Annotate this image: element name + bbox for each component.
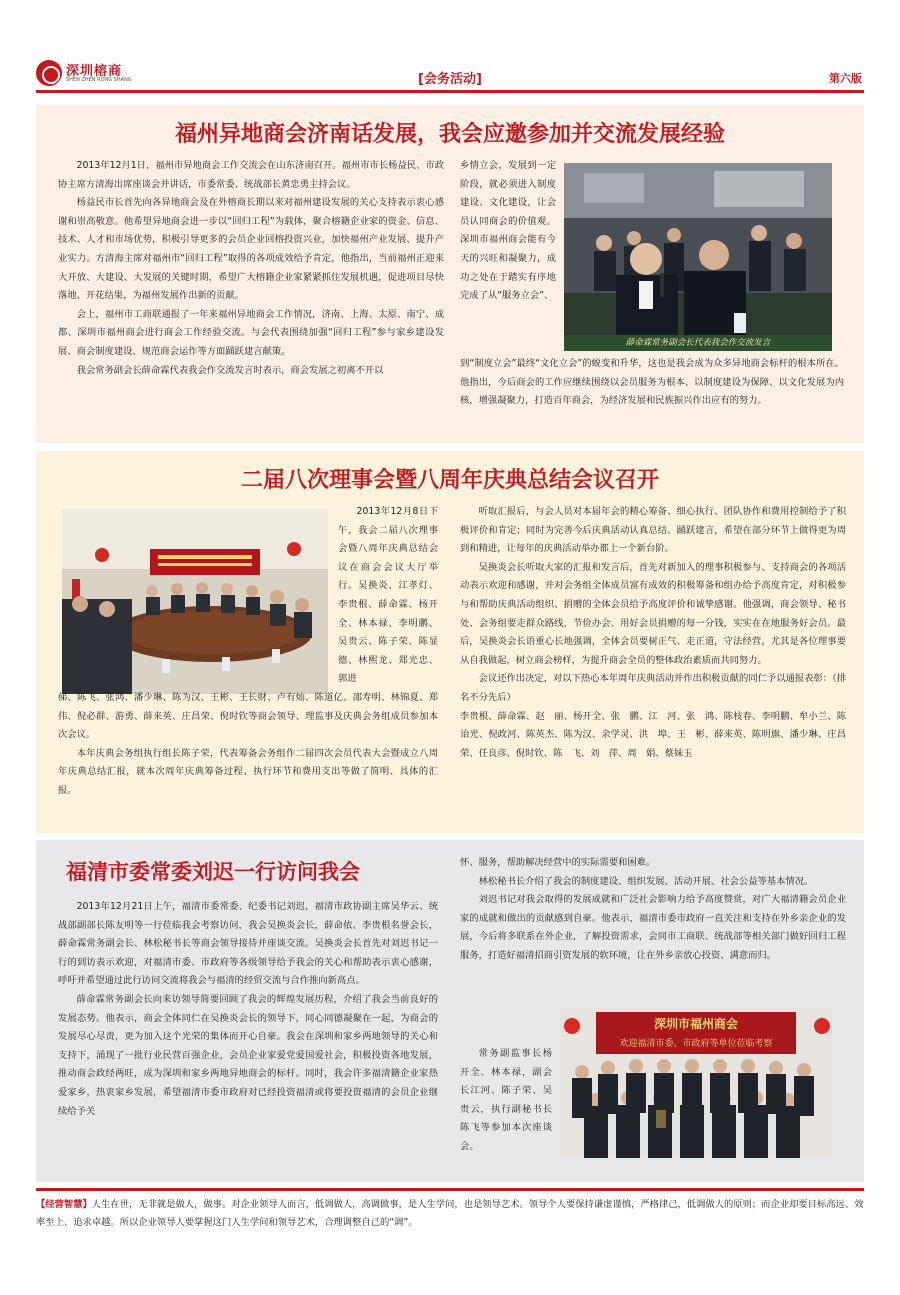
article-1 <box>36 105 864 443</box>
footer-wisdom <box>36 1196 864 1232</box>
paragraph: 会议还作出决定，对以下热心本年周年庆典活动并作出积极贡献的同仁予以通报表彰：（排名不分先后） <box>460 673 846 703</box>
article-3-title: 福清市委常委刘迟一行访问我会 <box>66 859 360 884</box>
paragraph: 会上，福州市工商联通报了一年来福州异地商会工作情况，济南、上海、太原、南宁、成都、深圳市福州商会进行商会工作经验交流。与会代表围绕加强“回归工程”参与家乡建设发展、商会制度建设、规范商会运作等方面踊跃建言献策。 <box>58 308 444 357</box>
article-1-body-mid <box>460 157 556 306</box>
paragraph: 到“制度立会”最终“文化立会”的蜕变和升华，这也是我会成为众多异地商会标杆的根本所在。他指出，今后商会的工作应继续围绕以会员服务为根本、以制度建设为保障、以文化发展为内核，增强凝聚力，打造百年商会，为经济发展和民族振兴作出应有的努力。 <box>460 358 844 407</box>
paragraph: 薛命霖常务副会长向来访领导简要回顾了我会的辉煌发展历程，介绍了我会当前良好的发展态势。他表示，商会全体同仁在吴换炎会长的领导下，同心同德凝聚在一起，为商会的发展尽心尽责，更为加入这个光荣的集体而开心自豪。我会在深圳和家乡两地领导的关心和支持下，涌现了一批行业民营百强企业，会员企业家爱党爱国爱社会，积极投资各地发展，推动商会政经两旺，成为深圳和家乡两地异地商会的标杆。同时，我会许多福清籍企业家热爱家乡，热衷家乡发展，希望福清市委市政府对已经投资福清或将要投资福清的会员企业继续给予关 <box>58 993 438 1117</box>
article-2 <box>36 451 864 833</box>
paragraph: 吴换炎会长听取大家的汇报和发言后，首先对新加入的理事积极参与、支持商会的各项活动表示欢迎和感谢，并对会务组全体成员富有成效的积极筹备和组办给予高度肯定，对积极参与和帮助庆典活动组织、捐赠的全体会员给予高度评价和诚挚感谢。他强调，商会领导、秘书处、会务组要走群众路线，节俭办会、用好会员捐赠的每一分钱，实实在在地服务好会员。最后，吴换炎会长语重心长地强调，全体会员要树正气、走正道，守法经营，尤其是各位理事要从自我做起，树立商会榜样，为提升商会全员的整体政治素质而共同努力。 <box>460 561 846 666</box>
paragraph: 常务副监事长杨开全、林本禄，副会长江河、陈子荣、吴贵云，执行副秘书长陈飞等参加本次座谈会。 <box>460 1048 552 1152</box>
paragraph: 杨益民市长首先向各异地商会及在外榕商长期以来对福州建设发展的关心支持表示衷心感谢和崇高敬意。他希望异地商会进一步以“回归工程”为载体，聚合榕籍企业家的资金、信息、技术、人才和市场优势，积极引导更多的会员企业回榕投资兴业，加快福州产业发展、提升产业实力。方清海主席对福州市“回归工程”取得的各项成效给予肯定，他指出，当前福州正迎来大开放、大建设、大发展的关键时期，希望广大榕籍企业家紧紧抓住发展机遇，促进项目尽快落地、开花结果，为福州发展作出新的贡献。 <box>58 197 444 302</box>
header-divider <box>36 90 864 93</box>
paragraph: 俤、陈飞、张鸿、潘少琳、陈为汉、王彬、王长财、卢有灿、陈道亿、邵寿明、林锦夏、郑伟、倪必群、游勇、薛来英、庄昌荣、倪时钦等商会领导、理监事及庆典会务组成员参加本次会议。 <box>58 692 438 741</box>
paragraph: 本年庆典会务组执行组长陈子荣，代表筹备会务组作二届四次会员代表大会暨成立八周年庆典总结汇报，就本次周年庆典筹备过程、执行环节和费用支出等做了简明、具体的汇报。 <box>58 747 438 796</box>
group-photo <box>560 1008 832 1158</box>
article-2-body-left <box>58 689 438 801</box>
paragraph: 2013年12月21日上午，福清市委常委、纪委书记刘迟，福清市政协副主席吴华云、统战部副部长陈友明等一行莅临我会考察访问，我会吴换炎会长，薛命依、李贵根名誉会长，薛命霖常务副会长、林松秘书长等商会领导接待并座谈交流。吴换炎会长首先对刘迟书记一行的到访表示欢迎，对福清市委、市政府等各级领导给予我会的关心和帮助表示衷心感谢，呼吁并希望通过此行访问交流将我会与福清的经贸交流与合作推向新高点。 <box>58 901 438 987</box>
article-1-photo <box>564 163 832 351</box>
article-1-title: 福州异地商会济南话发展，我会应邀参加并交流发展经验 <box>174 121 725 147</box>
paragraph: 刘迟书记对我会取得的发展成就和广泛社会影响力给予高度赞赏，对广大福清籍会员企业家的成就和做出的贡献感到自豪。他表示，福清市委市政府一直关注和支持在外乡亲企业的发展，今后将多联系在外企业，了解投资需求，会同市工商联、统战部等相关部门做好回归工程服务，打造好福清招商引资发展的软环境，让在外乡亲放心投资、满意而归。 <box>460 894 846 961</box>
paragraph: 乡情立会，发展到一定阶段，就必须进入制度建设、文化建设，让会员认同商会的价值观。深圳市福州商会能有今天的兴旺和凝聚力，成功之处在于踏实有序地完成了从“服务立会”、 <box>460 160 556 302</box>
article-3-body-left <box>58 898 438 1121</box>
banner-text-2: 欢迎福清市委、市政府等单位莅临考察 <box>619 1039 773 1049</box>
page-header <box>0 0 900 96</box>
article-1-body-left <box>58 157 444 380</box>
footer-text: 人生在世，无非就是做人，做事。对企业领导人而言，低调做人，高调做事，是人生学问，也是领导艺术。领导个人要保持谦虚谨慎，严格律己，低调做人的原则；而企业却要目标高远、效率至上、追求卓越。所以企业领导人要掌握这门人生学问和领导艺术，合理调整自己的“调”。 <box>36 1199 864 1228</box>
board-meeting-photo <box>62 509 328 694</box>
honor-list: 李贵根、薛命霖、赵 丽、杨开全、张 鹏、江 河、张 鸿、陈枝春、李明鹏、牟小兰、陈诒光、倪政河、陈英杰、陈为汉、余学灵、洪 埠、王 彬、薛来英、陈明旗、潘少琳、庄昌荣、任良彦、倪时钦、陈 飞、刘 萍、周 娟、蔡妹玉 <box>460 710 846 759</box>
article-2-title: 二届八次理事会暨八周年庆典总结会议召开 <box>240 467 659 493</box>
article-2-body-beside-photo <box>338 503 438 689</box>
footer-tag: 【经营智慧】 <box>36 1199 92 1210</box>
section-label: [会务活动] <box>418 72 482 87</box>
article-2-body-right <box>460 503 846 763</box>
paragraph: 2013年12月1日，福州市异地商会工作交流会在山东济南召开。福州市市长杨益民、市政协主席方清海出席座谈会并讲话，市委常委、统战部长黄忠勇主持会议。 <box>58 160 444 190</box>
paragraph: 听取汇报后，与会人员对本届年会的精心筹备、细心执行、团队协作和费用控制给予了积极评价和肯定；同时为完善今后庆典活动认真总结、踊跃建言，希望在部分环节上做得更为周到和精进，让每年的庆典活动举办都上一个新台阶。 <box>460 506 846 555</box>
article-3 <box>36 840 864 1182</box>
paragraph: 我会常务副会长薛命霖代表我会作交流发言时表示，商会发展之初离不开以 <box>76 364 384 376</box>
article-3-photo <box>560 1008 832 1158</box>
article-2-photo <box>62 509 328 694</box>
logo-subtext: SHEN ZHEN RONG SHANG <box>66 77 132 83</box>
meeting-speaker-photo <box>564 163 832 351</box>
paragraph: 2013年12月8日下午，我会二届八次理事会暨八周年庆典总结会议在商会会议大厅举行。吴换炎、江孝灯、李贵根、薛命霖、杨开全、林本禄、李明鹏、吴贵云、陈子荣、陈显德、林熙龙、郑光忠、郭进 <box>338 506 438 685</box>
paragraph: 怀、服务，帮助解决经营中的实际需要和困难。 <box>460 857 656 868</box>
paragraph: 林松秘书长介绍了我会的制度建设、组织发展、活动开展、社会公益等基本情况。 <box>478 875 814 887</box>
banner-text-1: 深圳市福州商会 <box>653 1017 739 1031</box>
article-3-body-right <box>460 854 846 966</box>
page-number: 第六版 <box>829 72 862 85</box>
photo-caption: 薛命霖常务副会长代表我会作交流发言 <box>564 335 832 351</box>
article-1-body-bottom <box>460 355 844 411</box>
footer-divider <box>36 1188 864 1191</box>
article-3-body-beside-photo <box>460 1045 552 1157</box>
logo-text: 深圳榕商 <box>66 64 123 79</box>
